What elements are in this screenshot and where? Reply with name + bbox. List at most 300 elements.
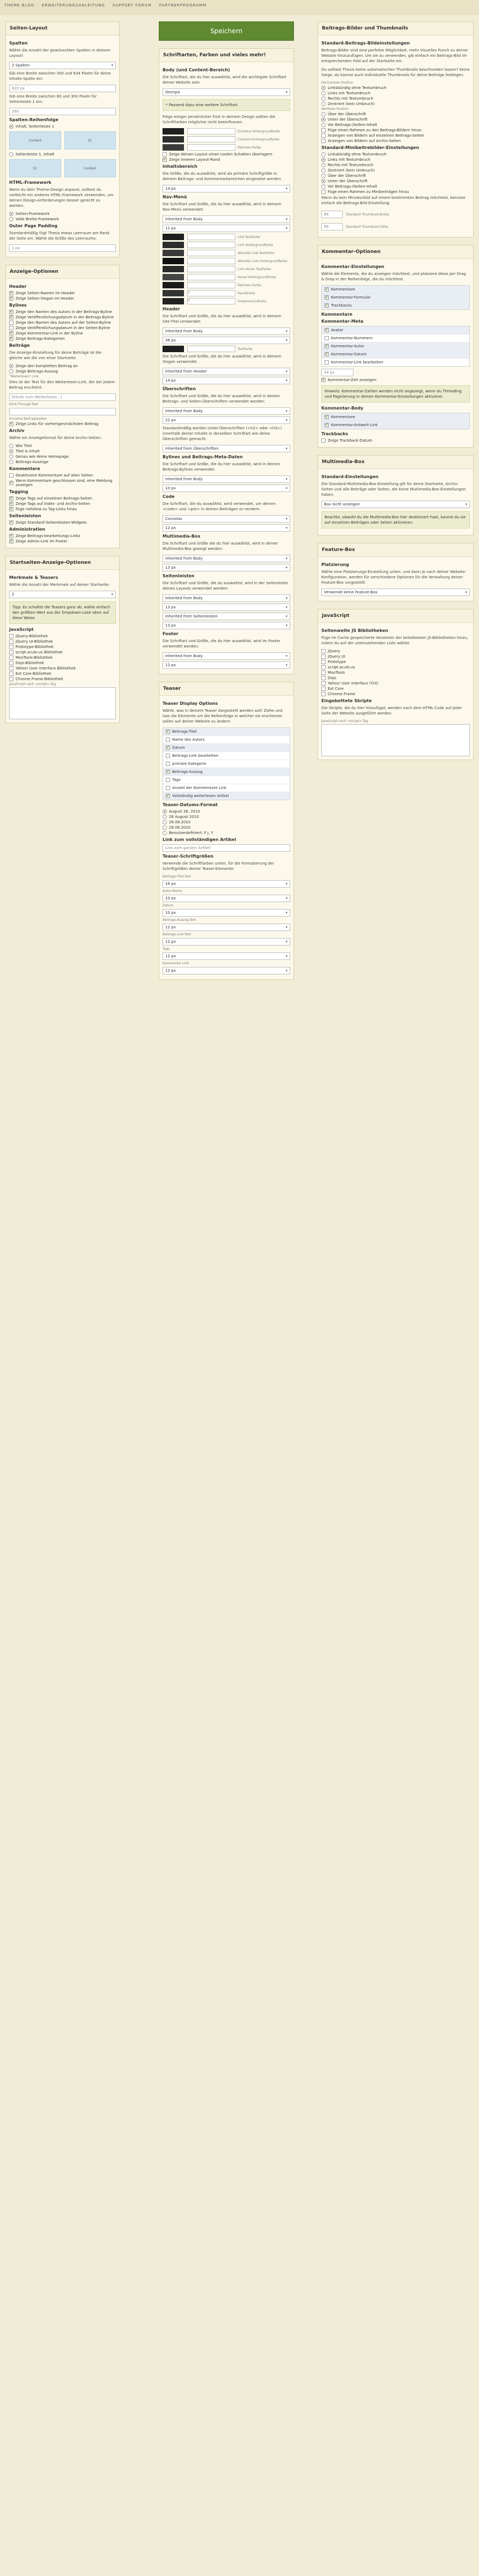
checkbox[interactable]	[9, 473, 13, 478]
section-heading: Tagging	[9, 489, 28, 494]
sortable-item[interactable]	[322, 413, 469, 421]
save-button[interactable]: Speichern	[159, 21, 294, 41]
checkbox[interactable]	[166, 729, 170, 734]
checkbox-option[interactable]	[321, 692, 470, 696]
radio-button[interactable]	[321, 117, 326, 122]
preview-cell: S1	[9, 159, 61, 177]
color-swatch[interactable]	[163, 346, 184, 352]
size-caption: Tags	[163, 947, 170, 951]
checkbox[interactable]	[325, 303, 329, 308]
radio-button[interactable]	[321, 158, 326, 162]
header-font-select[interactable]: Inherited from Body ▾	[163, 327, 290, 335]
checkbox[interactable]	[9, 507, 13, 511]
checkbox[interactable]	[321, 671, 326, 675]
thumb-width-input[interactable]: 66	[321, 211, 343, 218]
panel-title[interactable]: Feature-Box	[318, 544, 473, 557]
comments-panel	[318, 245, 474, 448]
section-heading: Merkmale & Teasers	[9, 575, 58, 580]
color-field	[163, 282, 290, 288]
checkbox[interactable]	[321, 649, 326, 653]
radio-option[interactable]	[9, 364, 116, 368]
help-text: Gib eine Breite zwischen 300 und 634 Pixeln für deine Inhalts-Spalte ein:	[9, 71, 111, 81]
size-select[interactable]: 10 px ▾	[163, 895, 290, 902]
checkbox-option[interactable]	[321, 681, 470, 686]
sortable-item[interactable]	[322, 286, 469, 294]
radio-option[interactable]	[163, 815, 290, 819]
mm-default-select[interactable]: Box nicht anzeigen ▾	[321, 501, 470, 508]
help-text: Die Skripte, die du hier hinzufügst, werden nach dem HTML-Code auf jeder Seite der Website ausgeführt werden.	[321, 706, 462, 716]
option-label: Zeige Kommentar-Link in der Byline	[16, 331, 83, 336]
radio-option[interactable]	[321, 168, 470, 173]
option-label: Chrome Frame	[328, 692, 356, 696]
checkbox[interactable]	[166, 786, 170, 790]
checkbox-option[interactable]	[9, 634, 116, 638]
checkbox[interactable]	[163, 158, 167, 162]
color-label: Aktuelle Link-Hintergrundfarbe	[238, 259, 288, 263]
radio-option[interactable]	[321, 86, 470, 90]
checkbox-option[interactable]	[321, 676, 470, 680]
color-input[interactable]: 1	[187, 290, 235, 296]
color-input[interactable]	[187, 128, 235, 135]
panel-title[interactable]: JavaScript	[318, 609, 473, 623]
checkbox-option[interactable]	[9, 315, 116, 319]
radio-button[interactable]	[9, 369, 13, 374]
radio-option[interactable]	[321, 184, 470, 189]
checkbox[interactable]	[9, 291, 13, 295]
tagline-font-select[interactable]: Inherited from Header ▾	[163, 368, 290, 375]
radio-option[interactable]	[163, 809, 290, 814]
checkbox-option[interactable]	[9, 656, 116, 660]
checkbox[interactable]	[321, 139, 326, 143]
radio-option[interactable]	[321, 179, 470, 183]
radio-button[interactable]	[9, 455, 13, 459]
checkbox[interactable]	[325, 352, 329, 356]
read-more-input[interactable]: [Klicke zum Weiterlesen...]	[9, 393, 116, 401]
footer-size-select[interactable]: 12 px ▾	[163, 661, 290, 669]
sidebar-size-select[interactable]: 13 px ▾	[163, 604, 290, 611]
color-field	[163, 136, 290, 143]
footer-font-select[interactable]: Inherited from Body ▾	[163, 652, 290, 660]
sortable-item[interactable]	[322, 351, 469, 359]
checkbox-option[interactable]	[9, 496, 116, 501]
help-text: Verwende die Schriftfarben unten, für die Formatierung der Schriftgrößen deiner Teaser-Elemente:	[163, 861, 275, 871]
radio-option[interactable]	[9, 455, 116, 459]
option-label: Benutzerdefiniert: F j, Y	[169, 831, 213, 835]
features-select[interactable]: 2 ▾	[9, 591, 116, 598]
radio-button[interactable]	[321, 152, 326, 157]
radio-option[interactable]	[321, 152, 470, 157]
byline-size-select[interactable]: 10 px ▾	[163, 485, 290, 492]
radio-option[interactable]	[321, 163, 470, 167]
item-label: Vollständig weiterlesen Artikel	[172, 794, 229, 798]
checkbox[interactable]	[9, 502, 13, 506]
comment-time-checkbox[interactable]: ✓ Kommentar-Zeit anzeigen	[321, 378, 470, 382]
panel-title[interactable]: Teaser	[159, 682, 293, 696]
tagline-size-select[interactable]: 14 px ▾	[163, 377, 290, 384]
size-select[interactable]: 10 px ▾	[163, 909, 290, 917]
size-select[interactable]: 12 px ▾	[163, 952, 290, 960]
item-label: Beitrags-Titel	[172, 729, 197, 734]
checkbox-option[interactable]	[9, 666, 116, 671]
sortable-item[interactable]	[163, 760, 290, 768]
color-input[interactable]	[187, 282, 235, 288]
color-input[interactable]	[187, 234, 235, 240]
top-nav	[0, 0, 479, 15]
thumb-height-input[interactable]: 66	[321, 223, 343, 230]
checkbox[interactable]	[9, 639, 13, 644]
script-textarea[interactable]	[321, 724, 470, 756]
color-swatch[interactable]	[163, 258, 184, 264]
color-field	[163, 298, 290, 304]
checkbox-option[interactable]	[9, 291, 116, 295]
radio-option[interactable]	[321, 112, 470, 116]
mini-frame-checkbox[interactable]: Füge einen Rahmen zu Minibeiträgen hinzu	[321, 190, 470, 194]
color-swatch[interactable]	[163, 128, 184, 135]
teaser-link-input[interactable]: Link zum ganzen Artikel	[163, 844, 290, 852]
color-input[interactable]	[187, 258, 235, 264]
radio-option[interactable]	[321, 96, 470, 101]
option-label: Zeige Seiten-Namen im Header	[16, 291, 75, 295]
nav-size-select[interactable]: 11 px ▾	[163, 225, 290, 232]
radio-button[interactable]	[9, 444, 13, 448]
color-swatch[interactable]	[163, 266, 184, 272]
checkbox-option[interactable]	[321, 139, 470, 143]
clickthrough-input[interactable]	[9, 408, 116, 415]
color-input[interactable]	[187, 274, 235, 280]
checkbox[interactable]	[321, 654, 326, 659]
section-heading: Inhaltsbereich	[163, 164, 197, 169]
checkbox[interactable]	[9, 326, 13, 330]
checkbox-option[interactable]	[9, 473, 116, 478]
color-field	[163, 290, 290, 296]
radio-option[interactable]	[163, 820, 290, 824]
checkbox[interactable]	[325, 360, 329, 364]
panel-title[interactable]: Startseiten-Anzeige-Optionen	[6, 556, 119, 570]
checkbox[interactable]	[325, 415, 329, 419]
color-input[interactable]	[187, 346, 235, 352]
color-field	[163, 266, 290, 272]
checkbox[interactable]	[325, 336, 329, 340]
color-input[interactable]	[187, 136, 235, 143]
nav-font-select[interactable]: Inherited from Body ▾	[163, 215, 290, 223]
checkbox[interactable]	[9, 321, 13, 325]
radio-button[interactable]	[163, 809, 167, 814]
checkbox[interactable]	[325, 328, 329, 332]
framework-option[interactable]: Volle Breite-Framework	[9, 217, 116, 221]
note-box: * Passend dazu eine weitere Schriftart.	[163, 99, 290, 111]
radio-option[interactable]	[163, 831, 290, 835]
size-select[interactable]: 12 px ▾	[163, 967, 290, 974]
color-swatch[interactable]	[163, 274, 184, 280]
checkbox[interactable]	[166, 770, 170, 774]
checkbox[interactable]	[325, 287, 329, 292]
checkbox-option[interactable]	[9, 310, 116, 314]
radio-option[interactable]	[9, 449, 116, 453]
radio-button[interactable]	[321, 86, 326, 90]
radio-button[interactable]	[321, 163, 326, 167]
checkbox[interactable]	[9, 481, 13, 485]
checkbox-option[interactable]	[9, 639, 116, 644]
panel-title[interactable]: Kommentar-Optionen	[318, 245, 473, 259]
checkbox[interactable]	[9, 645, 13, 649]
sortable-item[interactable]	[322, 334, 469, 343]
option-label: MooTools-Bibliothek	[16, 656, 53, 660]
checkbox[interactable]	[166, 778, 170, 782]
radio-option[interactable]	[321, 174, 470, 178]
color-swatch[interactable]	[163, 290, 184, 296]
radio-option[interactable]	[9, 369, 116, 374]
panel-title[interactable]: Schriftarten, Farben und vieles mehr!	[159, 49, 293, 62]
color-input[interactable]	[187, 242, 235, 248]
radio-option[interactable]	[321, 102, 470, 106]
panel-title[interactable]: Seiten-Layout	[6, 22, 119, 35]
option-label: Zeige den Namen des Autors in der Beitrags-Byline	[16, 310, 112, 314]
checkbox-option[interactable]	[9, 534, 116, 538]
checkbox-option[interactable]	[9, 479, 116, 487]
body-font-select[interactable]: Georgia ▾	[163, 88, 290, 96]
checkbox-option[interactable]	[321, 649, 470, 653]
color-input[interactable]	[187, 266, 235, 272]
color-swatch[interactable]	[163, 250, 184, 256]
checkbox[interactable]	[9, 534, 13, 538]
padding-input[interactable]: 1 px	[9, 244, 116, 252]
checkbox[interactable]	[321, 687, 326, 691]
order-option[interactable]: Inhalt, Seitenleiste 1	[9, 124, 116, 129]
sortable-item[interactable]	[322, 421, 469, 429]
checkbox[interactable]	[321, 692, 326, 696]
checkbox-option[interactable]	[9, 539, 116, 544]
nav-link[interactable]: ERWEITERUNGSANLEITUNG	[42, 3, 105, 8]
size-select[interactable]: 16 px ▾	[163, 880, 290, 888]
avatar-size-input[interactable]: 44 px	[321, 369, 353, 376]
radio-button[interactable]	[321, 123, 326, 127]
checkbox[interactable]	[9, 539, 13, 544]
checkbox[interactable]	[321, 676, 326, 680]
sortable-item[interactable]	[163, 784, 290, 792]
checkbox-option[interactable]	[163, 152, 290, 157]
code-size-select[interactable]: 12 px ▾	[163, 524, 290, 532]
checkbox[interactable]	[325, 423, 329, 427]
nav-link[interactable]: SUPPORT FORUM	[112, 3, 152, 8]
option-label: Über der Überschrift	[328, 174, 366, 178]
checkbox[interactable]	[9, 672, 13, 676]
color-swatch[interactable]	[163, 234, 184, 240]
sortable-item[interactable]	[322, 294, 469, 302]
radio-option[interactable]	[9, 460, 116, 464]
checkbox[interactable]	[9, 331, 13, 336]
option-label: Zentriert (kein Umbruch)	[328, 168, 375, 173]
checkbox[interactable]	[321, 128, 326, 132]
checkbox[interactable]	[9, 634, 13, 638]
checkbox-option[interactable]	[9, 650, 116, 654]
option-label: Genau wie deine Homepage	[16, 455, 69, 459]
checkbox-option[interactable]	[321, 133, 470, 138]
checkbox[interactable]	[321, 681, 326, 686]
checkbox-option[interactable]	[321, 654, 470, 659]
radio-option[interactable]	[321, 117, 470, 122]
checkbox-option[interactable]	[9, 507, 116, 511]
framework-option[interactable]: Seiten-Framework	[9, 212, 116, 216]
radio-button[interactable]	[9, 364, 13, 368]
radio-button[interactable]	[9, 449, 13, 453]
radio-button[interactable]	[9, 460, 13, 464]
checkbox[interactable]	[9, 310, 13, 314]
sidebar-font2-select[interactable]: Inherited from Seitenleisten ▾	[163, 613, 290, 620]
checkbox[interactable]	[321, 133, 326, 138]
panel-title[interactable]: Multimedia-Box	[318, 456, 473, 469]
checkbox[interactable]	[9, 661, 13, 665]
radio-button[interactable]	[321, 174, 326, 178]
size-select[interactable]: 12 px ▾	[163, 938, 290, 945]
radio-button[interactable]	[321, 112, 326, 116]
sidebar-size2-select[interactable]: 13 px ▾	[163, 622, 290, 629]
content-width-input[interactable]: 620 px	[9, 85, 116, 92]
sortable-item[interactable]	[322, 326, 469, 334]
mm-size-select[interactable]: 13 px ▾	[163, 564, 290, 571]
checkbox-option[interactable]	[9, 331, 116, 336]
checkbox[interactable]	[166, 754, 170, 758]
sortable-item[interactable]	[163, 736, 290, 744]
radio-option[interactable]	[321, 158, 470, 162]
subhead-font-select[interactable]: Inherited from Überschriften ▾	[163, 445, 290, 452]
headline-size-select[interactable]: 22 px ▾	[163, 416, 290, 424]
checkbox[interactable]	[9, 650, 13, 654]
byline-font-select[interactable]: Inherited from Body ▾	[163, 475, 290, 483]
content-size-select[interactable]: 14 px ▾	[163, 185, 290, 192]
tip-box: Tipp: Es schaltet die Teasers ganz ab, wähle einfach den größten Wert aus der Dropdown-Liste oben auf diese Weise.	[9, 601, 116, 624]
checkbox[interactable]	[321, 665, 326, 669]
nav-link[interactable]: PARTNERPROGRAMM	[159, 3, 207, 8]
checkbox[interactable]	[166, 794, 170, 798]
checkbox[interactable]	[9, 656, 13, 660]
radio-button[interactable]	[321, 184, 326, 189]
header-size-select[interactable]: 36 px ▾	[163, 337, 290, 344]
sidebar-font-select[interactable]: Inherited from Body ▾	[163, 594, 290, 602]
option-label: Anzeigen von Bildern auf einzelnen Beitrags-Seiten	[328, 133, 424, 138]
radio-option[interactable]	[163, 825, 290, 830]
checkbox[interactable]	[9, 677, 13, 681]
radio-button[interactable]	[163, 825, 167, 830]
sortable-item[interactable]	[322, 302, 469, 309]
checkbox-option[interactable]	[321, 687, 470, 691]
comment-elements-list	[321, 285, 470, 310]
radio-option[interactable]	[321, 91, 470, 95]
checkbox-option[interactable]	[9, 520, 116, 525]
help-text: Füge im Cache gespeicherte Versionen der beliebtesten JS-Bibliotheken hinzu, indem du auf der untenstehenden Liste wählst.	[321, 636, 468, 645]
color-swatch[interactable]	[163, 282, 184, 288]
note-box: Hinweis: Kommentar-Zahlen werden nicht angezeigt, wenn du Threading und Paginierung in deinen Kommentar-Einstellungen aktivierst.	[321, 385, 470, 403]
order-option[interactable]: Seitenleiste 1, Inhalt	[9, 152, 116, 157]
checkbox[interactable]	[9, 666, 13, 671]
checkbox[interactable]	[163, 152, 167, 157]
color-input[interactable]	[187, 250, 235, 256]
checkbox-option[interactable]	[321, 128, 470, 132]
checkbox-option[interactable]	[321, 660, 470, 664]
checkbox-option[interactable]	[9, 337, 116, 341]
size-select[interactable]: 12 px ▾	[163, 924, 290, 931]
checkbox-option[interactable]	[321, 671, 470, 675]
radio-button[interactable]	[321, 91, 326, 95]
script-textarea[interactable]	[9, 687, 116, 719]
help-text: Die Schriftart und Größe die du hier auswählst, wird in deiner Multimedia-Box gezeigt werden:	[163, 541, 278, 551]
nav-link[interactable]: THEME BLOG	[4, 3, 35, 8]
color-input[interactable]: 0	[187, 298, 235, 304]
columns-select[interactable]: 2 Spalten ▾	[9, 62, 116, 69]
checkbox[interactable]	[9, 520, 13, 525]
checkbox[interactable]	[9, 496, 13, 501]
checkbox[interactable]	[9, 337, 13, 341]
checkbox-option[interactable]	[9, 321, 116, 325]
checkbox-option[interactable]	[9, 677, 116, 681]
checkbox-option[interactable]	[9, 502, 116, 506]
feature-select[interactable]: Verwende keine Feature-Box ▾	[321, 589, 470, 596]
mm-font-select[interactable]: Inherited from Body ▾	[163, 555, 290, 562]
color-swatch[interactable]	[163, 242, 184, 248]
sidebar-width-input[interactable]: 260	[9, 108, 116, 115]
checkbox-option[interactable]	[9, 661, 116, 665]
checkbox-option[interactable]	[9, 326, 116, 330]
prev-next-checkbox[interactable]: ✓ Zeige Links für vorherigen/nächsten Beitrag	[9, 422, 116, 426]
checkbox-option[interactable]	[9, 645, 116, 649]
checkbox[interactable]	[9, 296, 13, 301]
radio-button[interactable]	[321, 179, 326, 183]
sortable-item[interactable]	[163, 728, 290, 736]
checkbox[interactable]	[166, 738, 170, 742]
code-font-select[interactable]: Consolas ▾	[163, 515, 290, 523]
radio-button[interactable]	[321, 96, 326, 101]
checkbox-option[interactable]	[321, 665, 470, 669]
sortable-item[interactable]	[163, 744, 290, 752]
checkbox[interactable]	[166, 746, 170, 750]
panel-title[interactable]: Anzeige-Optionen	[6, 265, 119, 279]
color-input[interactable]	[187, 144, 235, 151]
field-caption: JavaScript nach <script>-Tag	[321, 719, 369, 723]
checkbox[interactable]	[166, 762, 170, 766]
checkbox-option[interactable]	[163, 158, 290, 162]
sortable-item[interactable]	[322, 343, 469, 351]
option-label: Ext Core-Bibliothek	[16, 672, 51, 676]
checkbox[interactable]	[325, 295, 329, 300]
checkbox[interactable]	[321, 660, 326, 664]
radio-option[interactable]	[321, 123, 470, 127]
option-label: Zeige den kompletten Beitrag an	[16, 364, 78, 368]
radio-button[interactable]	[163, 831, 167, 835]
sortable-item[interactable]	[322, 359, 469, 366]
sortable-item[interactable]	[163, 776, 290, 784]
sortable-item[interactable]	[163, 792, 290, 800]
headline-font-select[interactable]: Inherited from Body ▾	[163, 407, 290, 415]
color-swatch[interactable]	[163, 136, 184, 143]
checkbox[interactable]	[9, 315, 13, 319]
radio-button[interactable]	[321, 168, 326, 173]
checkbox[interactable]	[325, 344, 329, 348]
section-heading: Trackbacks	[321, 431, 348, 436]
radio-button[interactable]	[163, 815, 167, 819]
color-swatch[interactable]	[163, 144, 184, 151]
trackback-date-checkbox[interactable]: Zeige Trackback-Datum	[321, 438, 470, 443]
radio-option[interactable]	[9, 444, 116, 448]
section-heading: Kommentar-Meta	[321, 319, 364, 324]
checkbox-option[interactable]	[9, 296, 116, 301]
sortable-item[interactable]	[163, 768, 290, 776]
radio-button[interactable]	[321, 102, 326, 106]
radio-button[interactable]	[163, 820, 167, 824]
panel-title[interactable]: Beitrags-Bilder und Thumbnails	[318, 22, 473, 35]
color-swatch[interactable]	[163, 298, 184, 304]
option-label: Yahoo! User Interface Bibliothek	[16, 666, 76, 671]
sortable-item[interactable]	[163, 752, 290, 760]
checkbox-option[interactable]	[9, 672, 116, 676]
